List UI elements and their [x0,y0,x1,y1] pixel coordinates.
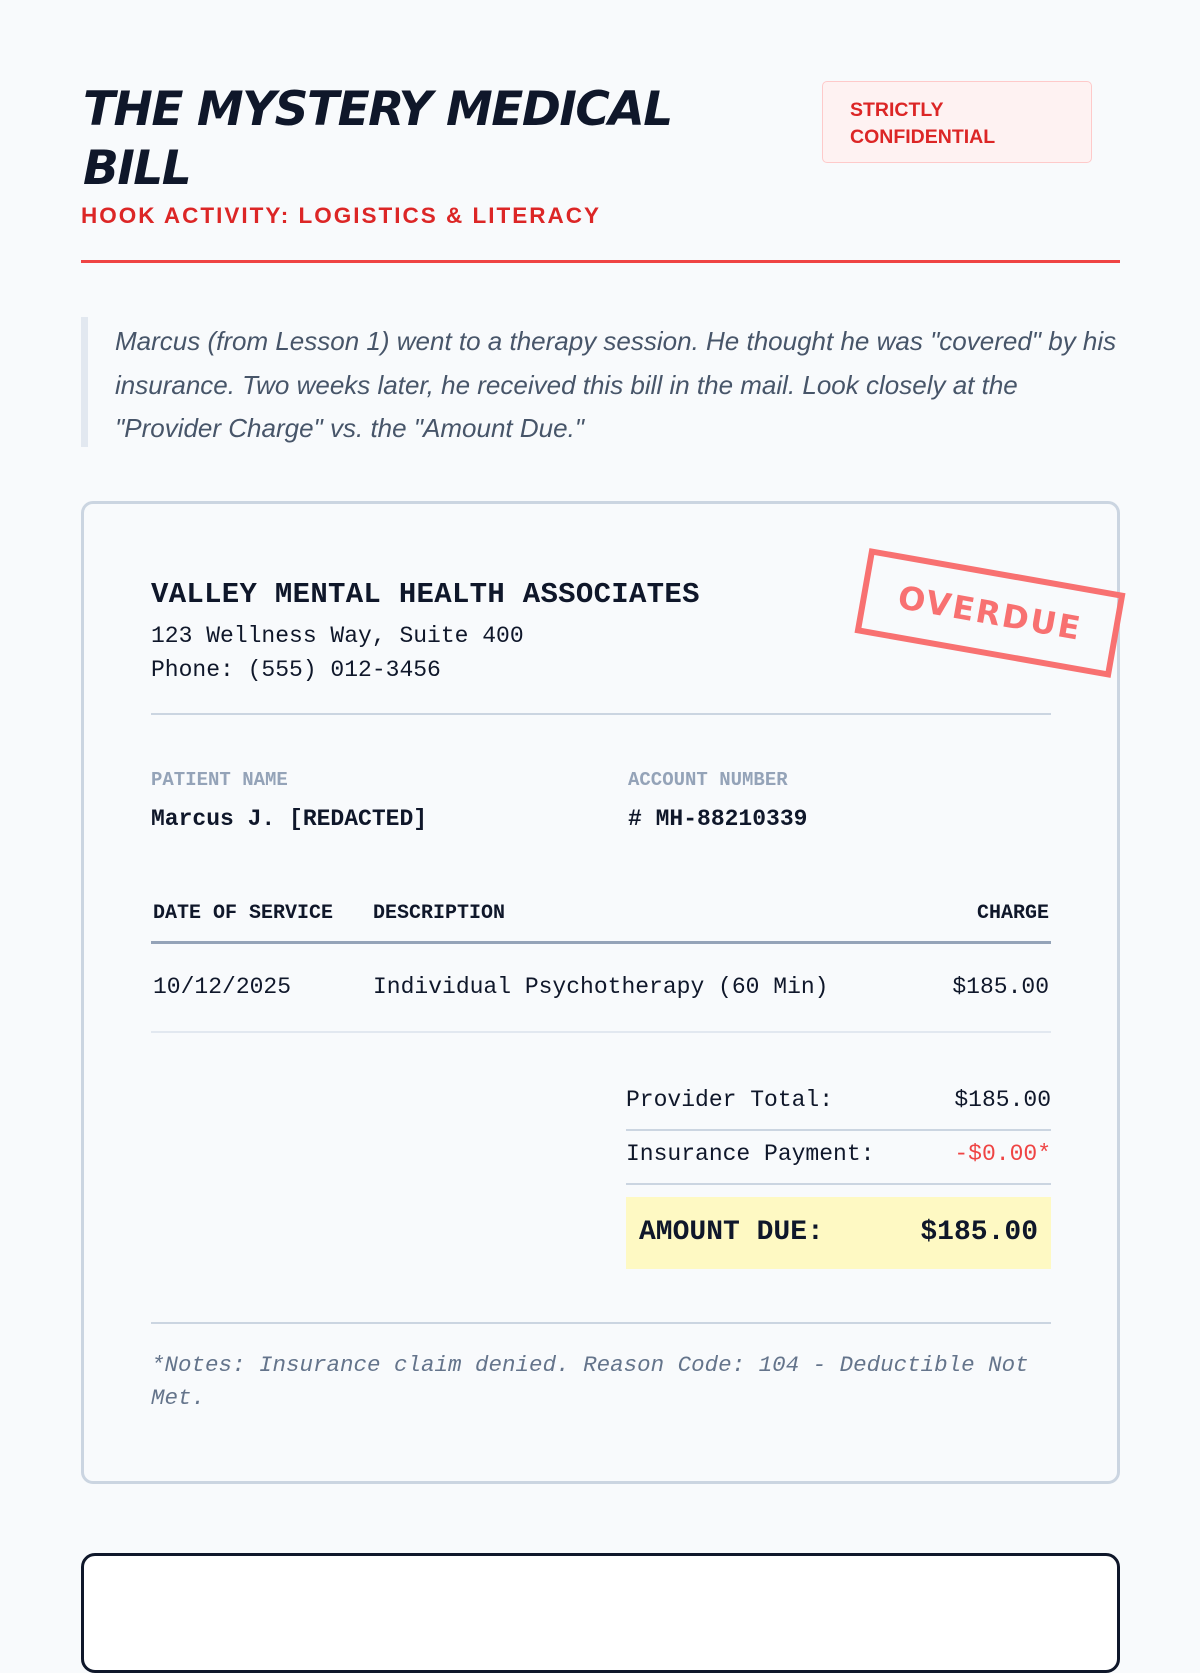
service-charge: $185.00 [952,974,1049,1000]
provider-total-label: Provider Total: [626,1087,834,1113]
page [81,0,1120,1411]
page-subtitle: HOOK ACTIVITY: LOGISTICS & LITERACY [81,203,601,228]
service-date: 10/12/2025 [153,974,292,1000]
intro-quote: Marcus (from Lesson 1) went to a therapy session. He thought he was "covered" by his insurance. Two weeks later, he received this bill in the mail. Look closely at the "Provider Charge" vs. the "Amount Due." [81,317,1120,447]
next-section-card [81,1553,1120,1673]
column-header-date: DATE OF SERVICE [153,902,334,925]
account-number-label: ACCOUNT NUMBER [628,769,788,791]
amount-due-label: AMOUNT DUE: [639,1217,824,1248]
header-divider [81,260,1120,263]
bill-content [151,504,1085,1481]
insurance-payment-row [626,1131,1051,1185]
column-header-charge: CHARGE [976,902,1049,925]
page-title: THE MYSTERY MEDICAL BILL [83,82,672,196]
table-header-rule [151,941,1051,944]
insurance-payment-label: Insurance Payment: [626,1141,875,1167]
bill-notes: *Notes: Insurance claim denied. Reason Code: 104 - Deductible Not Met. [151,1352,1029,1411]
provider-phone: Phone: (555) 012-3456 [151,657,441,683]
amount-due-value: $185.00 [920,1217,1038,1248]
table-row-divider [151,1031,1051,1033]
notes-divider [151,1322,1051,1324]
account-number-value: # MH-88210339 [628,806,808,832]
service-description: Individual Psychotherapy (60 Min) [373,974,829,1000]
overdue-stamp: OVERDUE [855,548,1126,678]
provider-name: VALLEY MENTAL HEALTH ASSOCIATES [151,578,700,611]
column-header-description: DESCRIPTION [373,902,506,925]
confidential-badge: STRICTLY CONFIDENTIAL [822,81,1092,163]
patient-name-value: Marcus J. [REDACTED] [151,806,428,832]
amount-due-box [626,1197,1051,1269]
provider-total-row [626,1077,1051,1131]
insurance-payment-value: -$0.00* [954,1141,1051,1167]
provider-total-value: $185.00 [954,1087,1051,1113]
provider-address: 123 Wellness Way, Suite 400 [151,623,524,649]
medical-bill [81,501,1120,1484]
patient-name-label: PATIENT NAME [151,769,288,791]
header [81,0,1120,264]
bill-divider [151,713,1051,715]
